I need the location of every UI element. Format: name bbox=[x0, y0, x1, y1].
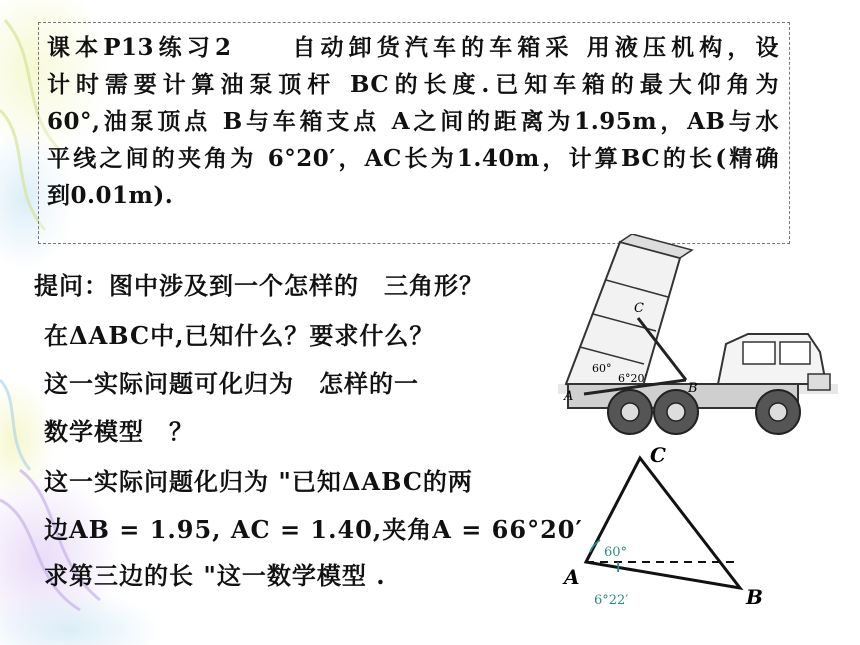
label-c: C bbox=[634, 301, 644, 316]
angle-60-label: 60° bbox=[592, 362, 612, 375]
wheel bbox=[756, 390, 800, 434]
answer-line: 这一实际问题化归为 "已知ΔABC的两 bbox=[44, 467, 473, 496]
angle-60-label: 60° bbox=[604, 545, 628, 560]
problem-line: 课本P13练习2 自动卸货汽车的车箱采 用液压机构，设 bbox=[47, 34, 780, 61]
question-line: 这一实际问题可化归为 怎样的一 bbox=[44, 369, 419, 398]
question-line: 数学模型 ？ bbox=[44, 417, 194, 446]
problem-statement-box bbox=[38, 22, 790, 244]
triangle-abc-figure bbox=[556, 440, 786, 620]
angle-6-22-label: 6°22′ bbox=[594, 593, 629, 608]
label-b: B bbox=[688, 381, 698, 396]
label-a: A bbox=[564, 389, 574, 404]
dump-truck-figure bbox=[558, 234, 838, 444]
problem-line: 计时需要计算油泵顶杆 BC的长度.已知车箱的最大仰角为 bbox=[47, 71, 779, 98]
wheel bbox=[654, 390, 698, 434]
answer-line: 求第三边的长 "这一数学模型 . bbox=[44, 561, 386, 590]
problem-line: 60°,油泵顶点 B与车箱支点 A之间的距离为1.95m，AB与水 bbox=[47, 108, 779, 135]
question-line: 在ΔABC中,已知什么？要求什么？ bbox=[44, 321, 435, 350]
vertex-b-label: B bbox=[746, 585, 763, 609]
problem-line: 平线之间的夹角为 6°20′，AC长为1.40m，计算BC的长(精确 bbox=[47, 145, 779, 172]
answer-line: 边AB = 1.95, AC = 1.40,夹角A = 66°20′ bbox=[44, 515, 583, 544]
vertex-c-label: C bbox=[650, 443, 666, 467]
vertex-a-label: A bbox=[564, 565, 580, 589]
question-line: 提问：图中涉及到一个怎样的 三角形？ bbox=[34, 271, 484, 300]
triangle-abc bbox=[586, 458, 740, 588]
truck-cab bbox=[718, 334, 830, 390]
wheel bbox=[608, 390, 652, 434]
angle-6-20-label: 6°20′ bbox=[618, 372, 647, 385]
problem-line: 到0.01m). bbox=[47, 182, 174, 209]
